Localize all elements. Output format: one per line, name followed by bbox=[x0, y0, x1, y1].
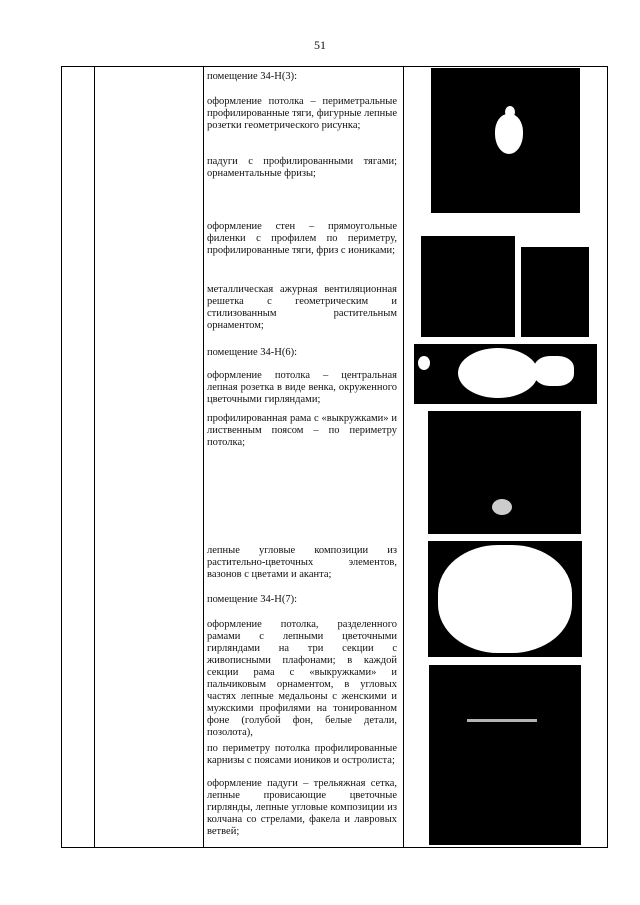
frame-cornice-photo bbox=[428, 411, 581, 534]
ventilation-grille-photo bbox=[521, 247, 589, 337]
description-item: оформление потолка – центральная лепная розетка в виде венка, окруженного цветочными гирляндами; bbox=[207, 370, 397, 405]
wall-panel-photo bbox=[421, 220, 515, 337]
corner-composition-photo bbox=[428, 541, 582, 657]
wreath-rosette-photo bbox=[414, 344, 597, 404]
description-item: оформление падуги – трельяжная сетка, лепные провисающие цветочные гирлянды, лепные угловые композиции из колчана со стрелами, факела и лавровых ветвей; bbox=[207, 778, 397, 837]
column-divider bbox=[403, 66, 404, 848]
description-item: профилированная рама с «выкружками» и лиственным поясом – по периметру потолка; bbox=[207, 413, 397, 448]
description-item: по периметру потолка профилированные карнизы с поясами иоников и остролиста; bbox=[207, 743, 397, 766]
ceiling-rosette-photo bbox=[431, 68, 580, 213]
description-item: лепные угловые композиции из растительно-цветочных элементов, вазонов с цветами и аканта; bbox=[207, 545, 397, 580]
room-heading: помещение 34-Н(7): bbox=[207, 594, 297, 605]
room-heading: помещение 34-Н(6): bbox=[207, 347, 297, 358]
column-divider bbox=[94, 66, 95, 848]
description-item: оформление стен – прямоугольные филенки с профилем по периметру, профилированные тяги, фриз с иониками; bbox=[207, 221, 397, 256]
page-number: 51 bbox=[314, 38, 326, 52]
description-item: оформление потолка – периметральные профилированные тяги, фигурные лепные розетки геометрического рисунка; bbox=[207, 96, 397, 131]
description-item: металлическая ажурная вентиляционная решетка с геометрическим и стилизованным растительным орнаментом; bbox=[207, 284, 397, 331]
column-divider bbox=[203, 66, 204, 848]
room-heading: помещение 34-Н(3): bbox=[207, 71, 297, 82]
description-item: оформление потолка, разделенного рамами с лепными цветочными гирляндами на три секции с живописными плафонами; в каждой секции рама с «выкружками» и пальчиковым орнаментом, в угловых частях лепные медальоны с женскими и мужскими профилями на тонированном фоне (голубой фон, белые детали, позолота), bbox=[207, 619, 397, 738]
description-item: падуги с профилированными тягами; орнаментальные фризы; bbox=[207, 156, 397, 179]
ceiling-sections-photo bbox=[429, 665, 581, 845]
